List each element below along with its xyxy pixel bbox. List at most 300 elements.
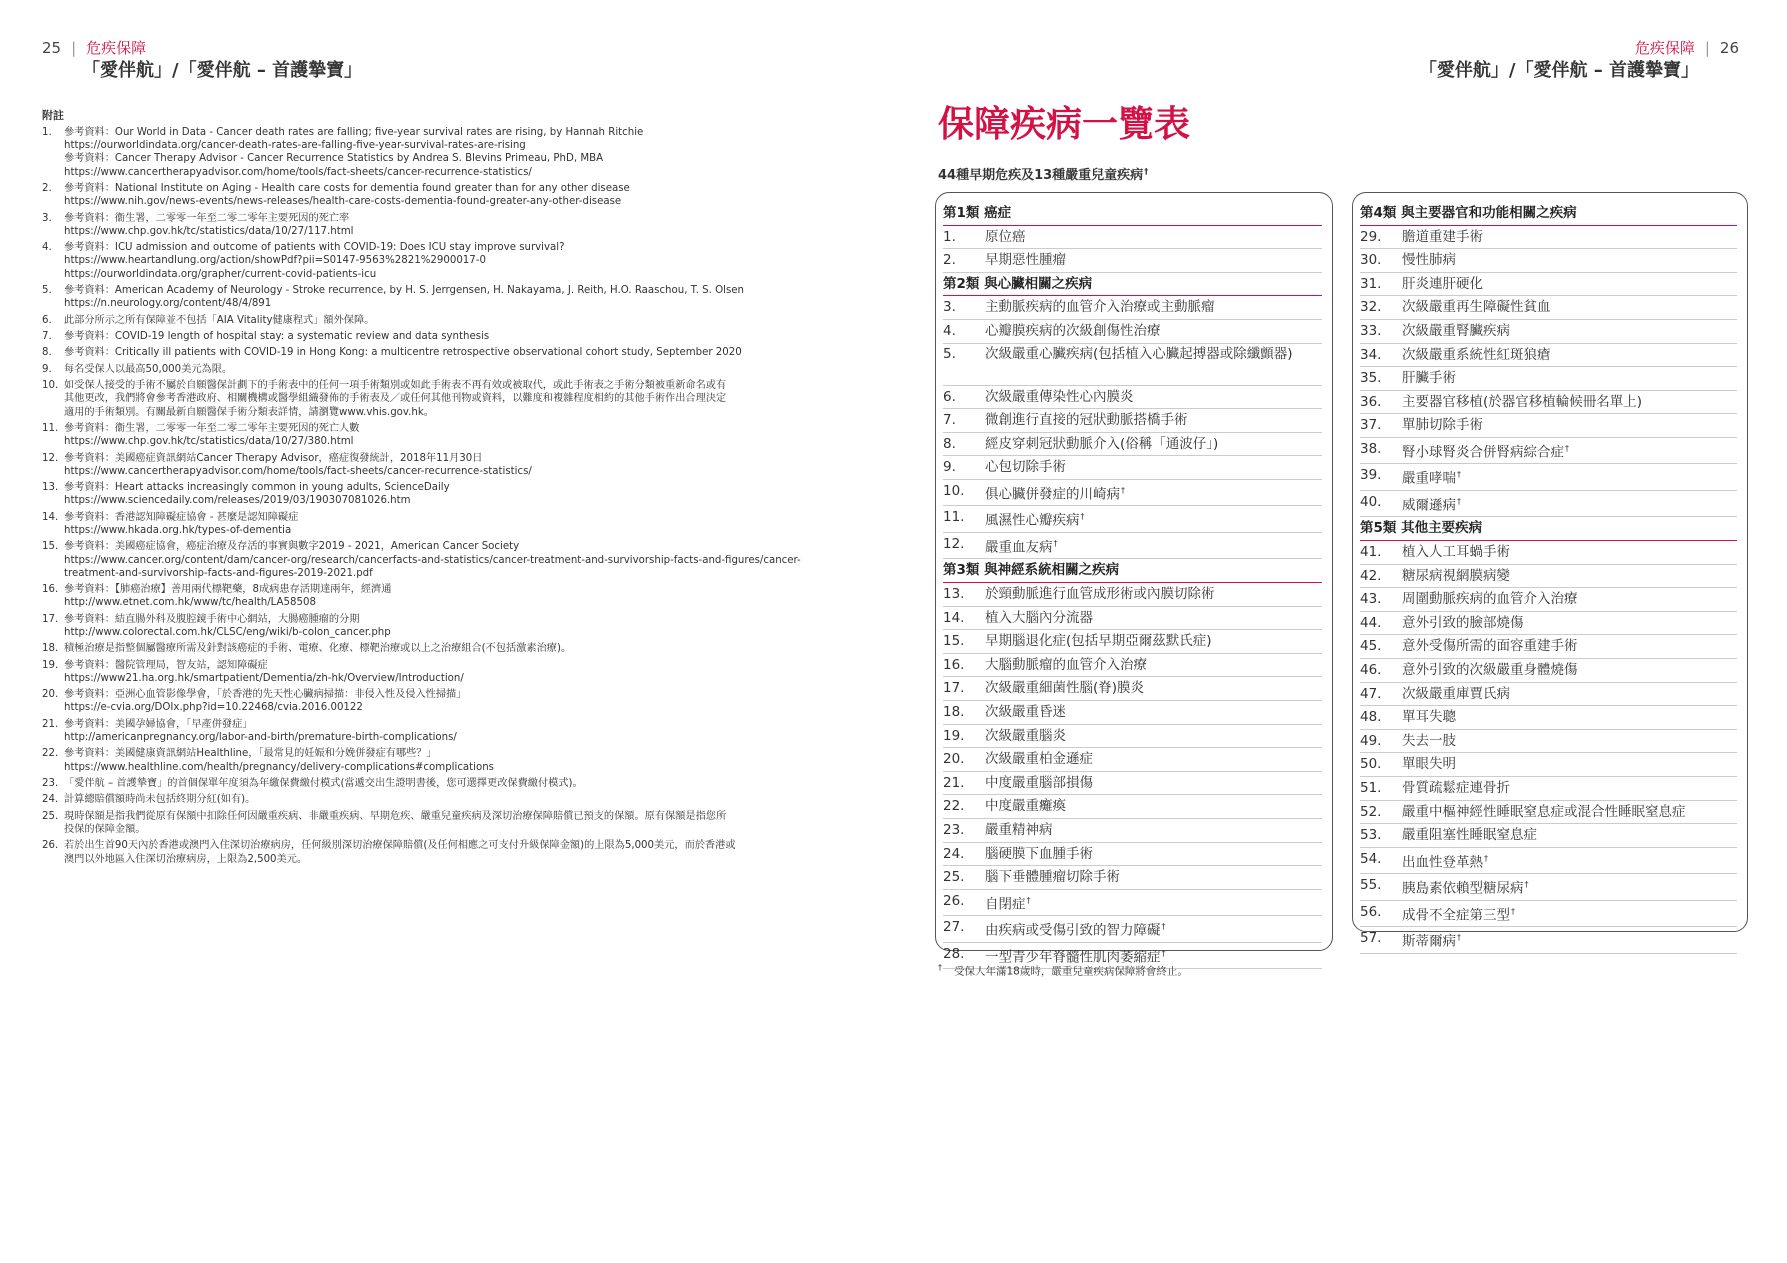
- note-text: [64, 363, 852, 376]
- disease-name-text: 嚴重哮喘: [1402, 470, 1456, 487]
- disease-number: 47.: [1360, 685, 1382, 702]
- note-line: 如受保人接受的手術不屬於自願醫保計劃下的手術表中的任何一項手術類別或如此手術表不再有效或被取代，或此手術表之手術分類被重新命名或有: [64, 380, 727, 392]
- note-number: 4.: [42, 242, 52, 254]
- disease-name-text: 慢性肺病: [1402, 252, 1456, 269]
- note-item: [42, 422, 852, 448]
- header-right: [1419, 38, 1739, 84]
- disease-name-text: 俱心臟併發症的川崎病: [985, 486, 1120, 503]
- note-line: 參考資料：美國孕婦協會，「早產併發症」: [64, 718, 253, 730]
- disease-name: [985, 506, 1322, 532]
- disease-name: [1402, 777, 1737, 800]
- note-item: [42, 346, 852, 359]
- note-text: [64, 452, 852, 478]
- note-line: https://www.cancertherapyadvisor.com/home/tools/fact-sheets/cancer-recurrence-statistics/: [64, 166, 532, 178]
- disease-name: [985, 630, 1322, 653]
- disease-number: 38.: [1360, 440, 1382, 457]
- disease-name-text: 植入大腦內分流器: [985, 609, 1093, 626]
- disease-row: [943, 226, 1322, 250]
- disease-row: [1360, 683, 1737, 707]
- header-product-right: 「愛伴航」/「愛伴航 – 首護摯寶」: [1418, 60, 1699, 81]
- disease-name-text: 嚴重阻塞性睡眠窒息症: [1402, 827, 1537, 844]
- note-number: 22.: [42, 748, 59, 760]
- disease-row: [1360, 635, 1737, 659]
- note-text: [64, 126, 852, 179]
- note-number: 9.: [42, 363, 52, 375]
- disease-name-text: 意外引致的臉部燒傷: [1402, 614, 1524, 631]
- note-number: 6.: [42, 314, 52, 326]
- note-number: 15.: [42, 541, 59, 553]
- note-text: [64, 747, 852, 773]
- disease-row: [943, 890, 1322, 917]
- note-line: http://americanpregnancy.org/labor-and-birth/premature-birth-complications/: [64, 732, 457, 744]
- note-text: [64, 284, 852, 310]
- note-line: 適用的手術類別。有關最新自願醫保手術分類表詳情，請瀏覽www.vhis.gov.hk。: [64, 406, 434, 418]
- disease-number: 11.: [943, 509, 965, 526]
- dagger-mark: †: [1026, 895, 1031, 905]
- disease-number: 14.: [943, 609, 965, 626]
- dagger-mark: †: [1121, 485, 1125, 495]
- disease-name-text: 次級嚴重系統性紅斑狼瘡: [1402, 346, 1551, 363]
- note-item: [42, 126, 852, 179]
- note-number: 26.: [42, 840, 59, 852]
- disease-row: [1360, 391, 1737, 415]
- category-heading: 第3類 與神經系統相關之疾病: [943, 559, 1322, 583]
- disease-name: [985, 409, 1322, 432]
- disease-name-text: 中度嚴重腦部損傷: [985, 774, 1093, 791]
- note-line: 參考資料：Cancer Therapy Advisor - Cancer Recurrence Statistics by Andrea S. Blevins Primeau, PhD, MBA: [64, 153, 604, 165]
- disease-name-text: 次級嚴重柏金遜症: [985, 751, 1093, 768]
- disease-row: [943, 916, 1322, 943]
- disease-name: [1402, 612, 1737, 635]
- note-item: [42, 182, 852, 208]
- disease-name-text: 肝臟手術: [1402, 370, 1456, 387]
- note-item: [42, 810, 852, 836]
- note-line: 若於出生首90天內於香港或澳門入住深切治療病房，任何級別深切治療保障賠償(及任何相應之可支付升級保障金額)的上限為5,000美元，而於香港或: [64, 840, 736, 852]
- disease-row: [1360, 588, 1737, 612]
- disease-row: [1360, 344, 1737, 368]
- category-heading: 第4類 與主要器官和功能相關之疾病: [1360, 202, 1737, 226]
- note-line: 每名受保人以最高50,000美元為限。: [64, 363, 233, 375]
- note-item: [42, 481, 852, 507]
- disease-number: 4.: [943, 322, 956, 339]
- note-text: [64, 330, 852, 343]
- disease-name-text: 次級嚴重腎臟疾病: [1402, 322, 1510, 339]
- note-text: [64, 659, 852, 685]
- note-text: [64, 642, 852, 655]
- disease-row: [1360, 249, 1737, 273]
- footnote: [938, 963, 1188, 979]
- disease-number: 43.: [1360, 591, 1382, 608]
- note-number: 5.: [42, 284, 52, 296]
- note-item: [42, 363, 852, 376]
- disease-row: [943, 583, 1322, 607]
- disease-number: 23.: [943, 821, 965, 838]
- subtitle-text: 44種早期危疾及13種嚴重兒童疾病: [938, 168, 1144, 183]
- note-line: 積極治療是指整個屬醫療所需及針對該癌症的手術、電療、化療、標靶治療或以上之治療組合(不包括激素治療)。: [64, 643, 572, 655]
- header-product-left: 「愛伴航」/「愛伴航 – 首護摯寶」: [82, 60, 363, 81]
- note-item: [42, 659, 852, 685]
- note-item: [42, 212, 852, 238]
- disease-name: [1402, 491, 1737, 517]
- dagger-mark: †: [1511, 906, 1515, 916]
- disease-row: [1360, 824, 1737, 848]
- disease-list-box-right: [1352, 192, 1748, 950]
- disease-row: [1360, 874, 1737, 901]
- disease-name: [1402, 414, 1737, 437]
- disease-name: [985, 480, 1322, 506]
- disease-name: [985, 654, 1322, 677]
- disease-name: [1402, 588, 1737, 611]
- disease-row: [1360, 367, 1737, 391]
- note-line: 參考資料：美國健康資訊網站Healthline，「最常見的妊娠和分娩併發症有哪些？」: [64, 748, 437, 760]
- note-line: 「愛伴航 – 首護摯寶」的首個保單年度須為年繳保費繳付模式(當遞交出生證明書後，您可選擇更改保費繳付模式)。: [64, 778, 583, 790]
- note-line: http://www.colorectal.com.hk/CLSC/eng/wiki/b-colon_cancer.php: [64, 626, 391, 638]
- disease-name-text: 中度嚴重癱瘓: [985, 798, 1066, 815]
- note-text: [64, 583, 852, 609]
- disease-name-text: 單眼失明: [1402, 756, 1456, 773]
- disease-row: [943, 249, 1322, 273]
- disease-row: [1360, 273, 1737, 297]
- footnote-text: 受保人年滿18歲時，嚴重兒童疾病保障將會終止。: [954, 965, 1188, 978]
- note-item: [42, 613, 852, 639]
- note-text: [64, 182, 852, 208]
- disease-name-text: 心包切除手術: [985, 459, 1066, 476]
- disease-row: [1360, 612, 1737, 636]
- note-text: [64, 379, 852, 419]
- disease-row: [943, 772, 1322, 796]
- note-line: 參考資料：Critically ill patients with COVID-19 in Hong Kong: a multicentre retrospective observational cohort study, September 2020: [64, 347, 742, 359]
- disease-row: [943, 701, 1322, 725]
- header-left-line: [42, 38, 362, 58]
- note-text: [64, 212, 852, 238]
- note-item: [42, 642, 852, 655]
- note-text: [64, 422, 852, 448]
- disease-number: 8.: [943, 435, 956, 452]
- note-line: 參考資料：衞生署，二零零一年至二零二零年主要死因的死亡人數: [64, 422, 360, 434]
- note-item: [42, 718, 852, 744]
- note-line: 參考資料：Our World in Data - Cancer death rates are falling; five-year survival rates are rising, by Hannah Ritchie: [64, 127, 644, 138]
- disease-name-text: 斯蒂爾病: [1402, 933, 1456, 950]
- disease-row: [1360, 296, 1737, 320]
- note-text: [64, 839, 852, 865]
- disease-name-text: 次級嚴重再生障礙性貧血: [1402, 299, 1551, 316]
- disease-name-text: 經皮穿刺冠狀動脈介入(俗稱「通波仔」): [985, 435, 1219, 452]
- dagger-mark: †: [1484, 853, 1488, 863]
- disease-number: 33.: [1360, 322, 1382, 339]
- note-text: [64, 511, 852, 537]
- disease-row: [1360, 801, 1737, 825]
- disease-number: 20.: [943, 751, 965, 768]
- note-number: 1.: [42, 127, 52, 138]
- note-item: [42, 452, 852, 478]
- note-number: 8.: [42, 347, 52, 359]
- disease-number: 40.: [1360, 493, 1382, 510]
- disease-name: [985, 677, 1322, 700]
- note-text: [64, 540, 852, 580]
- disease-name-text: 腦硬膜下血腫手術: [985, 845, 1093, 862]
- disease-name-text: 腎小球腎炎合併腎病綜合症: [1402, 444, 1564, 461]
- note-number: 7.: [42, 330, 52, 342]
- disease-row: [1360, 541, 1737, 565]
- disease-number: 24.: [943, 845, 965, 862]
- disease-name: [985, 386, 1322, 409]
- note-line: 現時保額是指我們從原有保額中扣除任何因嚴重疾病、非嚴重疾病、早期危疾、嚴重兒童疾病及深切治療保障賠償已預支的保額。原有保額是指您所: [64, 810, 727, 822]
- disease-name: [985, 320, 1322, 343]
- disease-number: 37.: [1360, 417, 1382, 434]
- disease-name-text: 成骨不全症第三型: [1402, 907, 1510, 924]
- disease-name: [1402, 874, 1737, 900]
- note-number: 13.: [42, 482, 59, 494]
- disease-row: [943, 344, 1322, 386]
- notes-section: [42, 107, 852, 869]
- disease-name-text: 一型青少年脊髓性肌肉萎縮症: [985, 949, 1161, 966]
- disease-number: 48.: [1360, 709, 1382, 726]
- disease-name: [985, 345, 1322, 385]
- disease-name-text: 意外受傷所需的面容重建手術: [1402, 638, 1578, 655]
- disease-name-text: 風濕性心瓣疾病: [985, 512, 1080, 529]
- disease-name: [1402, 706, 1737, 729]
- disease-row: [943, 677, 1322, 701]
- disease-row: [1360, 226, 1737, 250]
- disease-row: [1360, 659, 1737, 683]
- note-number: 17.: [42, 613, 59, 625]
- note-number: 12.: [42, 452, 59, 464]
- disease-number: 39.: [1360, 467, 1382, 484]
- disease-name-text: 次級嚴重傳染性心內膜炎: [985, 388, 1134, 405]
- note-line: 參考資料：ICU admission and outcome of patients with COVID-19: Does ICU stay improve survival?: [64, 242, 565, 254]
- note-item: [42, 314, 852, 327]
- disease-row: [943, 725, 1322, 749]
- disease-number: 28.: [943, 945, 965, 962]
- disease-row: [1360, 464, 1737, 491]
- disease-name: [1402, 565, 1737, 588]
- disease-number: 6.: [943, 388, 956, 405]
- disease-name-text: 次級嚴重庫賈氏病: [1402, 685, 1510, 702]
- disease-name: [1402, 344, 1737, 367]
- note-line: 參考資料：【肺癌治療】善用兩代標靶藥，8成病患存活期達兩年，經濟通: [64, 584, 392, 596]
- note-line: https://www.sciencedaily.com/releases/2019/03/190307081026.htm: [64, 495, 411, 507]
- disease-name: [1402, 635, 1737, 658]
- page-title: 保障疾病一覽表: [938, 104, 1191, 145]
- disease-number: 35.: [1360, 370, 1382, 387]
- note-line: 此部分所示之所有保障並不包括「AIA Vitality健康程式」額外保障。: [64, 314, 375, 326]
- disease-name: [985, 725, 1322, 748]
- disease-name: [1402, 273, 1737, 296]
- disease-name-text: 骨質疏鬆症連骨折: [1402, 779, 1510, 796]
- note-number: 20.: [42, 689, 59, 701]
- disease-row: [1360, 777, 1737, 801]
- disease-number: 16.: [943, 656, 965, 673]
- disease-name: [1402, 249, 1737, 272]
- disease-name-text: 植入人工耳蝸手術: [1402, 544, 1510, 561]
- note-text: [64, 346, 852, 359]
- note-text: [64, 241, 852, 281]
- disease-name: [1402, 296, 1737, 319]
- page-number-left: 25: [42, 39, 62, 57]
- category-heading: 第5類 其他主要疾病: [1360, 517, 1737, 541]
- disease-name-text: 微創進行直接的冠狀動脈搭橋手術: [985, 412, 1188, 429]
- disease-name-text: 嚴重中樞神經性睡眠窒息症或混合性睡眠窒息症: [1402, 803, 1686, 820]
- disease-row: [943, 386, 1322, 410]
- disease-name: [1402, 683, 1737, 706]
- note-item: [42, 241, 852, 281]
- disease-number: 2.: [943, 252, 956, 269]
- note-line: 參考資料：美國癌症資訊網站Cancer Therapy Advisor，癌症復發統計，2018年11月30日: [64, 452, 483, 464]
- note-text: [64, 613, 852, 639]
- disease-row: [943, 296, 1322, 320]
- disease-number: 42.: [1360, 567, 1382, 584]
- disease-name: [985, 583, 1322, 606]
- disease-name: [985, 772, 1322, 795]
- disease-row: [943, 533, 1322, 560]
- disease-name-text: 糖尿病視網膜病變: [1402, 567, 1510, 584]
- disease-name: [985, 249, 1322, 272]
- dagger-mark: †: [1161, 948, 1166, 958]
- header-left: [42, 38, 362, 84]
- disease-row: [1360, 901, 1737, 928]
- disease-number: 3.: [943, 299, 956, 316]
- disease-number: 32.: [1360, 299, 1382, 316]
- disease-name: [985, 819, 1322, 842]
- disease-number: 21.: [943, 774, 965, 791]
- disease-row: [1360, 491, 1737, 518]
- disease-name-text: 出血性登革熱: [1402, 854, 1483, 871]
- note-text: [64, 688, 852, 714]
- category-heading: 第1類 癌症: [943, 202, 1322, 226]
- disease-name-text: 主要器官移植(於器官移植輪候冊名單上): [1402, 393, 1643, 410]
- note-item: [42, 688, 852, 714]
- disease-name-text: 原位癌: [985, 228, 1026, 245]
- disease-number: 36.: [1360, 393, 1382, 410]
- page-subtitle: [938, 164, 1148, 183]
- note-text: [64, 793, 852, 806]
- disease-number: 45.: [1360, 638, 1382, 655]
- note-line: 其他更改，我們將會參考香港政府、相關機構或醫學組織發佈的手術表及／或任何其他刊物或資料，以難度和複雜程度相約的其他手術作出合理決定: [64, 393, 727, 405]
- dagger-mark: †: [1457, 496, 1461, 506]
- disease-name-text: 於頸動脈進行血管成形術或內膜切除術: [985, 586, 1215, 603]
- disease-name-text: 次級嚴重心臟疾病(包括植入心臟起搏器或除纖顫器): [985, 345, 1293, 362]
- note-line: treatment-and-survivorship-facts-and-figures-2019-2021.pdf: [64, 567, 373, 579]
- disease-number: 7.: [943, 412, 956, 429]
- dagger-mark: †: [1565, 443, 1569, 453]
- disease-row: [1360, 565, 1737, 589]
- note-line: https://www.nih.gov/news-events/news-releases/health-care-costs-dementia-found-greater-any-other-disease: [64, 196, 622, 208]
- note-item: [42, 511, 852, 537]
- note-item: [42, 747, 852, 773]
- disease-row: [1360, 320, 1737, 344]
- note-text: [64, 718, 852, 744]
- note-item: [42, 284, 852, 310]
- note-line: 計算總賠償額時尚未包括終期分紅(如有)。: [64, 794, 256, 806]
- note-line: 參考資料：American Academy of Neurology - Stroke recurrence, by H. S. Jerrgensen, H. Nakayama, J. Reith, H.O. Raaschou, T. S. Olsen: [64, 284, 744, 296]
- disease-number: 52.: [1360, 803, 1382, 820]
- disease-row: [943, 320, 1322, 344]
- note-number: 19.: [42, 659, 59, 671]
- disease-number: 22.: [943, 798, 965, 815]
- disease-number: 25.: [943, 869, 965, 886]
- disease-name: [985, 533, 1322, 559]
- note-line: https://www.chp.gov.hk/tc/statistics/data/10/27/380.html: [64, 436, 354, 448]
- disease-row: [943, 456, 1322, 480]
- disease-name-text: 早期惡性腫瘤: [985, 252, 1066, 269]
- disease-row: [1360, 730, 1737, 754]
- disease-name: [985, 748, 1322, 771]
- disease-number: 30.: [1360, 252, 1382, 269]
- header-divider: |: [71, 39, 77, 57]
- disease-name-text: 心瓣膜疾病的次級創傷性治療: [985, 322, 1161, 339]
- disease-row: [1360, 927, 1737, 954]
- disease-row: [943, 819, 1322, 843]
- disease-number: 50.: [1360, 756, 1382, 773]
- disease-name: [1402, 824, 1737, 847]
- disease-number: 29.: [1360, 228, 1382, 245]
- note-number: 24.: [42, 794, 59, 806]
- disease-row: [1360, 706, 1737, 730]
- note-line: 參考資料：衞生署，二零零一年至二零二零年主要死因的死亡率: [64, 212, 350, 224]
- disease-number: 53.: [1360, 827, 1382, 844]
- disease-row: [1360, 848, 1737, 875]
- disease-name-text: 失去一肢: [1402, 732, 1456, 749]
- disease-name-text: 單肺切除手術: [1402, 417, 1483, 434]
- disease-name-text: 膽道重建手術: [1402, 228, 1483, 245]
- note-line: https://www.chp.gov.hk/tc/statistics/data/10/27/117.html: [64, 225, 354, 237]
- header-category-right: 危疾保障: [1634, 39, 1695, 57]
- disease-number: 57.: [1360, 930, 1382, 947]
- disease-name-text: 周圍動脈疾病的血管介入治療: [1402, 591, 1578, 608]
- disease-name-text: 由疾病或受傷引致的智力障礙: [985, 922, 1161, 939]
- note-number: 21.: [42, 718, 59, 730]
- dagger-mark: †: [1080, 512, 1085, 522]
- note-line: https://www.healthline.com/health/pregnancy/delivery-complications#complications: [64, 761, 494, 773]
- note-number: 11.: [42, 422, 59, 434]
- disease-name-text: 自閉症: [985, 896, 1026, 913]
- disease-name: [985, 916, 1322, 942]
- disease-name-text: 單耳失聰: [1402, 709, 1456, 726]
- note-line: 參考資料：美國癌症協會，癌症治療及存活的事實與數字2019 - 2021，American Cancer Society: [64, 541, 520, 553]
- disease-row: [943, 433, 1322, 457]
- note-item: [42, 839, 852, 865]
- notes-title: 附註: [42, 109, 64, 122]
- disease-row: [943, 866, 1322, 890]
- note-line: https://e-cvia.org/DOIx.php?id=10.22468/cvia.2016.00122: [64, 702, 363, 714]
- disease-name: [1402, 801, 1737, 824]
- note-item: [42, 330, 852, 343]
- disease-name: [1402, 464, 1737, 490]
- disease-name: [1402, 320, 1737, 343]
- disease-name: [985, 701, 1322, 724]
- disease-name: [1402, 730, 1737, 753]
- disease-name: [1402, 226, 1737, 249]
- note-number: 18.: [42, 643, 59, 655]
- disease-name-text: 肝炎連肝硬化: [1402, 275, 1483, 292]
- disease-number: 9.: [943, 459, 956, 476]
- disease-name-text: 威爾遜病: [1402, 497, 1456, 514]
- disease-name-text: 次級嚴重昏迷: [985, 704, 1066, 720]
- dagger-mark: †: [1457, 933, 1461, 943]
- disease-name: [985, 890, 1322, 916]
- disease-name: [985, 795, 1322, 818]
- disease-row: [1360, 753, 1737, 777]
- note-line: https://www21.ha.org.hk/smartpatient/Dementia/zh-hk/Overview/Introduction/: [64, 672, 464, 684]
- note-line: 參考資料：結直腸外科及腹腔鏡手術中心網站，大腸癌腫瘤的分期: [64, 613, 360, 625]
- note-line: https://ourworldindata.org/cancer-death-rates-are-falling-five-year-survival-rates-are-rising: [64, 140, 526, 152]
- disease-name-text: 次級嚴重細菌性腦(脊)膜炎: [985, 680, 1145, 697]
- dagger-mark: †: [1144, 166, 1149, 176]
- page-number-right: 26: [1719, 39, 1739, 57]
- dagger-mark: †: [1524, 880, 1529, 890]
- disease-row: [1360, 414, 1737, 438]
- disease-row: [943, 506, 1322, 533]
